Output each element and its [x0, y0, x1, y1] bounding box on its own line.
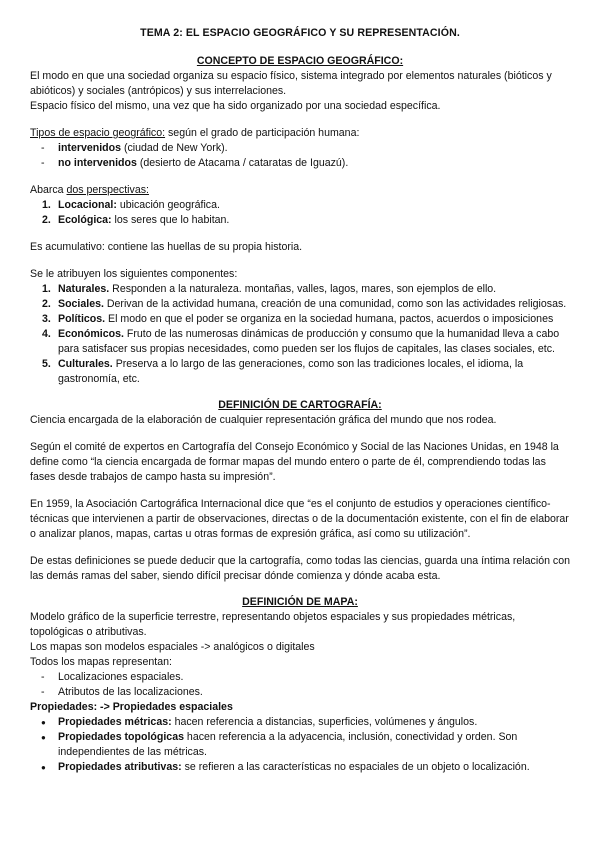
paragraph: Todos los mapas representan:	[30, 656, 172, 668]
list-item: 5. Culturales. Preserva a lo largo de las generaciones, como son las tradiciones locales, el idioma, la gastronomía, etc.	[42, 358, 524, 385]
list-item: 4. Económicos. Fruto de las numerosas dinámicas de producción y consumo que la humanidad lleva a cabo para satisfacer sus propias necesidades, como pueden ser los flujos de capitales, las clases sociales, etc.	[42, 328, 560, 355]
section-heading-cartografia: DEFINICIÓN DE CARTOGRAFÍA:	[218, 399, 382, 411]
list-item: ● Propiedades métricas: hacen referencia a distancias, superficies, volúmenes y ángulos.	[30, 715, 570, 730]
tipos-list	[30, 141, 570, 171]
paragraph: De estas definiciones se puede deducir que la cartografía, como todas las ciencias, guarda una íntima relación con las demás ramas del saber, siendo difícil precisar dónde comienza y dónde acaba esta.	[30, 555, 571, 582]
list-item: ● Propiedades topológicas hacen referencia a la adyacencia, inclusión, conectividad y orden. Son independientes de las métricas.	[30, 730, 570, 760]
paragraph: Los mapas son modelos espaciales -> analógicos o digitales	[30, 641, 315, 653]
document-title: TEMA 2: EL ESPACIO GEOGRÁFICO Y SU REPRESENTACIÓN.	[140, 27, 460, 39]
list-item: 3. Políticos. El modo en que el poder se organiza en la sociedad humana, pactos, acuerdos o imposiciones	[42, 313, 554, 325]
paragraph: El modo en que una sociedad organiza su espacio físico, sistema integrado por elementos naturales (bióticos y abióticos) y sociales (antrópicos) y sus interrelaciones.	[30, 70, 552, 97]
propiedades-list	[30, 715, 570, 775]
paragraph: Modelo gráfico de la superficie terrestre, representando objetos espaciales y sus propiedades métricas, topológicas o atributivas.	[30, 611, 516, 638]
tipos-intro: Tipos de espacio geográfico: según el grado de participación humana:	[30, 127, 360, 139]
propiedades-label: Propiedades: -> Propiedades espaciales	[30, 701, 233, 713]
abarca-intro: Abarca dos perspectivas:	[30, 184, 149, 196]
list-item: 1. Naturales. Responden a la naturaleza. montañas, valles, lagos, mares, son ejemplos de ello.	[42, 283, 497, 295]
perspectivas-list	[30, 198, 570, 228]
list-item: 2. Sociales. Derivan de la actividad humana, creación de una comunidad, como son las actividades religiosas.	[42, 298, 567, 310]
list-item: ● Propiedades atributivas: se refieren a las características no espaciales de un objeto o localización.	[30, 760, 570, 775]
paragraph: Ciencia encargada de la elaboración de cualquier representación gráfica del mundo que nos rodea.	[30, 414, 497, 426]
paragraph: En 1959, la Asociación Cartográfica Internacional dice que “es el conjunto de estudios y operaciones científico-técnicas que intervienen a partir de observaciones, directas o de la documentación existente, con el fin de elaborar o analizar planos, mapas, cartas u otras formas de expresión gráfica, así como su utilización”.	[30, 498, 569, 540]
componentes-list	[30, 282, 570, 387]
section-heading-espacio: CONCEPTO DE ESPACIO GEOGRÁFICO:	[196, 55, 404, 67]
paragraph: Es acumulativo: contiene las huellas de su propia historia.	[30, 241, 303, 253]
representan-list	[30, 670, 570, 700]
paragraph: Espacio físico del mismo, una vez que ha sido organizado por una sociedad específica.	[30, 100, 441, 112]
list-item: - Localizaciones espaciales.	[30, 670, 570, 685]
section-heading-mapa: DEFINICIÓN DE MAPA:	[242, 596, 358, 608]
list-item: - intervenidos (ciudad de New York).	[30, 141, 570, 156]
list-item: 1. Locacional: ubicación geográfica.	[42, 199, 220, 211]
componentes-intro: Se le atribuyen los siguientes componentes:	[30, 268, 238, 280]
list-item: 2. Ecológica: los seres que lo habitan.	[42, 214, 230, 226]
paragraph: Según el comité de expertos en Cartografía del Consejo Económico y Social de las Naciones Unidas, en 1948 la define como “la ciencia encargada de formar mapas del mundo entero o parte de él, comprendiendo todas las fases desde trabajos de campo hasta su impresión”.	[30, 441, 559, 483]
list-item: - Atributos de las localizaciones.	[30, 685, 570, 700]
list-item: - no intervenidos (desierto de Atacama / cataratas de Iguazú).	[30, 156, 570, 171]
tipos-label: Tipos de espacio geográfico:	[30, 127, 166, 139]
